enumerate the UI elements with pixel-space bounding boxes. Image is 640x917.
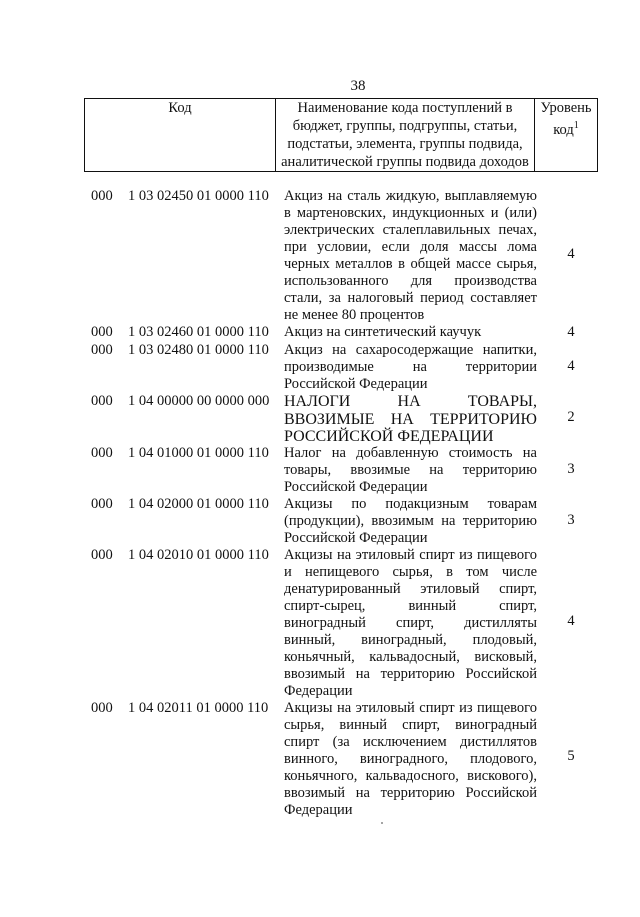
row-prefix: 000 <box>91 342 113 358</box>
row-prefix: 000 <box>91 496 113 512</box>
row-level: 3 <box>567 512 575 528</box>
row-prefix: 000 <box>91 445 113 461</box>
scan-speck <box>381 822 383 824</box>
row-name: Акциз на синтетический каучук <box>284 324 482 340</box>
row-code: 1 04 02010 01 0000 110 <box>128 547 269 563</box>
header-name: Наименование кода поступлений в бюджет, группы, подгруппы, статьи, подстатьи, элемента, группы подвида, аналитической группы подвида доходов <box>276 99 535 172</box>
row-level: 4 <box>567 324 575 340</box>
row-code: 1 03 02450 01 0000 110 <box>128 188 269 204</box>
page-number: 38 <box>350 78 366 94</box>
row-code: 1 04 01000 01 0000 110 <box>128 445 269 461</box>
row-code: 1 04 00000 00 0000 000 <box>128 393 270 409</box>
row-prefix: 000 <box>91 188 113 204</box>
row-prefix: 000 <box>91 547 113 563</box>
row-level: 4 <box>567 246 575 262</box>
row-name: НАЛОГИ НА ТОВАРЫ, ВВОЗИМЫЕ НА ТЕРРИТОРИЮ РОССИЙСКОЙ ФЕДЕРАЦИИ <box>284 393 537 445</box>
row-name: Акциз на сахаросодержащие напитки, производимые на территории Российской Федерации <box>284 342 537 392</box>
row-level: 3 <box>567 461 575 477</box>
row-level: 4 <box>567 613 575 629</box>
row-level: 5 <box>567 748 575 764</box>
row-prefix: 000 <box>91 324 113 340</box>
row-code: 1 03 02460 01 0000 110 <box>128 324 269 340</box>
row-level: 4 <box>567 358 575 374</box>
row-name: Акцизы на этиловый спирт из пищевого сырья, винный спирт, виноградный спирт (за исключением дистиллятов винного, виноградного, плодового, коньячного, кальвадосного, вискового), ввозимый на территорию Российской Федерации <box>284 700 537 818</box>
table-header <box>84 98 598 172</box>
row-code: 1 03 02480 01 0000 110 <box>128 342 269 358</box>
row-name: Налог на добавленную стоимость на товары, ввозимые на территорию Российской Федерации <box>284 445 537 495</box>
row-name: Акциз на сталь жидкую, выплавляемую в мартеновских, индукционных и (или) электрических сталеплавильных печах, при условии, если доля массы лома черных металлов в общей массе сырья, использованного для производства стали, за налоговый период составляет не менее 80 процентов <box>284 188 537 323</box>
header-level <box>535 99 598 172</box>
row-prefix: 000 <box>91 393 113 409</box>
row-prefix: 000 <box>91 700 113 716</box>
row-code: 1 04 02011 01 0000 110 <box>128 700 269 716</box>
header-level-label: Уровень код <box>540 100 592 138</box>
row-level: 2 <box>567 409 575 425</box>
row-name: Акцизы по подакцизным товарам (продукции), ввозимым на территорию Российской Федерации <box>284 496 537 546</box>
header-code: Код <box>85 99 276 172</box>
row-code: 1 04 02000 01 0000 110 <box>128 496 269 512</box>
row-name: Акцизы на этиловый спирт из пищевого и непищевого сырья, в том числе денатурированный этиловый спирт, спирт-сырец, винный спирт, виноградный спирт, дистилляты винный, виноградный, плодовый, коньячный, кальвадосный, висковый, ввозимый на территорию Российской Федерации <box>284 547 537 699</box>
header-level-footnote: 1 <box>573 120 579 131</box>
